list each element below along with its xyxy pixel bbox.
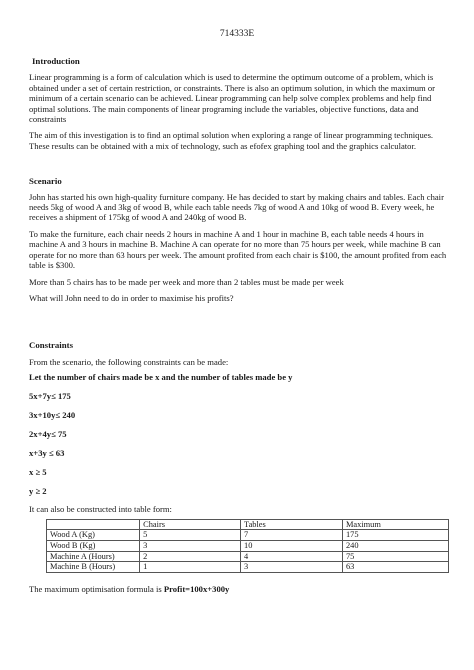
table-header-cell: [47, 519, 140, 530]
constraint-equation: 2x+4y≤ 75: [29, 428, 67, 439]
scenario-heading: Scenario: [29, 176, 62, 187]
table-cell: 75: [342, 551, 448, 562]
constraint-equation: x+3y ≤ 63: [29, 447, 65, 458]
document-id: 714333E: [219, 29, 255, 39]
formula-label: The maximum optimisation formula is: [29, 583, 164, 594]
table-cell: 1: [140, 562, 241, 573]
constraint-equation: x ≥ 5: [29, 466, 47, 477]
table-row: [47, 551, 449, 562]
table-row: [47, 562, 449, 573]
table-header-cell: Chairs: [140, 519, 241, 530]
introduction-paragraph-2: The aim of this investigation is to find an optimal solution when exploring a range of linear programming techniques. These results can be obtained with a mix of technology, such as efofex graphing tool and the graphics calculator.: [29, 130, 434, 151]
table-header-cell: Maximum: [342, 519, 448, 530]
constraint-equation: 5x+7y≤ 175: [29, 391, 71, 402]
constraints-table: [46, 519, 449, 573]
table-cell: 3: [140, 541, 241, 552]
table-cell: 175: [342, 530, 448, 541]
table-cell: 63: [342, 562, 448, 573]
introduction-heading: Introduction: [32, 56, 80, 66]
scenario-paragraph-3: More than 5 chairs has to be made per week and more than 2 tables must be made per week: [29, 276, 344, 287]
variable-definition: Let the number of chairs made be x and the number of tables made be y: [29, 372, 293, 383]
table-cell: 7: [241, 530, 343, 541]
table-row: [47, 530, 449, 541]
table-cell: 4: [241, 551, 343, 562]
table-cell: 5: [140, 530, 241, 541]
table-cell: 240: [342, 541, 448, 552]
constraints-heading: Constraints: [29, 340, 73, 351]
table-cell: 2: [140, 551, 241, 562]
scenario-question: What will John need to do in order to maximise his profits?: [29, 292, 234, 303]
document-body: [29, 56, 449, 594]
table-header-row: [47, 519, 449, 530]
table-cell: 3: [241, 562, 343, 573]
optimisation-formula-line: [29, 584, 449, 594]
table-cell: Machine B (Hours): [47, 562, 140, 573]
table-row: [47, 541, 449, 552]
table-cell: 10: [241, 541, 343, 552]
constraint-equation: y ≥ 2: [29, 485, 47, 496]
introduction-paragraph-1: Linear programming is a form of calculation which is used to determine the optimum outcome of a problem, which is obtained under a set of certain restriction, or constraints. There is also an optimum solution, in which the maximum or minimum of a certain scenario can be achieved. Linear programming can help solve complex problems and help find optimal solutions. The main components of linear programing include the variables, objective functions, data and constraints: [29, 72, 436, 125]
constraints-intro: From the scenario, the following constraints can be made:: [29, 356, 229, 367]
table-header-cell: Tables: [241, 519, 343, 530]
table-cell: Wood B (Kg): [47, 541, 140, 552]
table-cell: Wood A (Kg): [47, 530, 140, 541]
constraint-equation: 3x+10y≤ 240: [29, 409, 76, 420]
scenario-paragraph-2: To make the furniture, each chair needs 2 hours in machine A and 1 hour in machine B, each table needs 4 hours in machine A and 3 hours in machine B. Machine A can operate for no more than 75 hours per week, while machine B can operate for no more than 63 hours per week. The amount profited from each chair is $100, the amount profited from each table is $300.: [29, 228, 447, 271]
scenario-paragraph-1: John has started his own high-quality furniture company. He has decided to start by making chairs and tables. Each chair needs 5kg of wood A and 3kg of wood B, while each table needs 7kg of wood A and 10kg of wood B. Every week, he receives a shipment of 175kg of wood A and 240kg of wood B.: [29, 191, 444, 223]
profit-formula: Profit=100x+300y: [163, 583, 230, 594]
table-cell: Machine A (Hours): [47, 551, 140, 562]
table-intro: It can also be constructed into table form:: [29, 504, 172, 515]
